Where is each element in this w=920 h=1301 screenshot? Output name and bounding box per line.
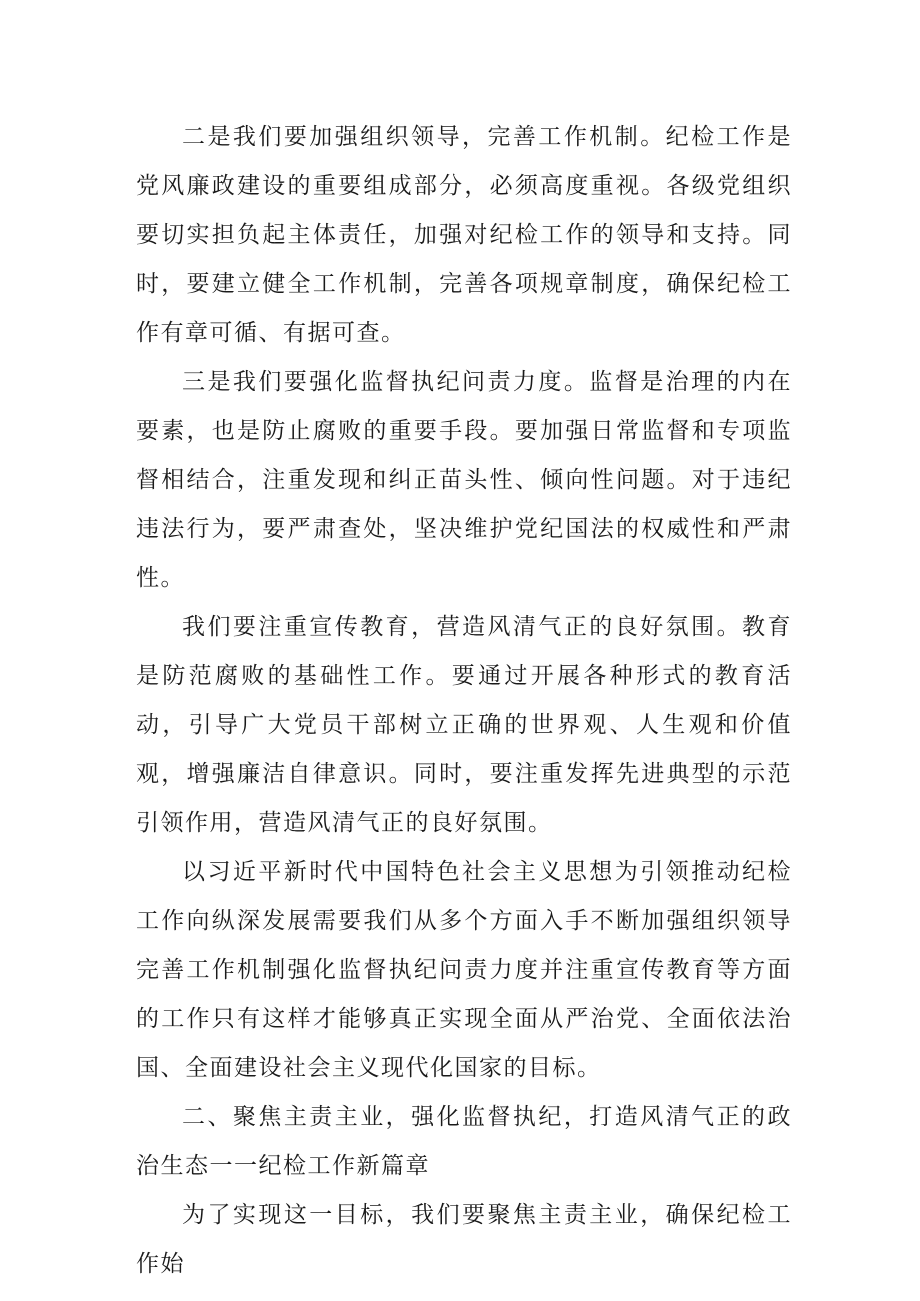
- paragraph-summary: 以习近平新时代中国特色社会主义思想为引领推动纪检工作向纵深发展需要我们从多个方面入手不断加强组织领导完善工作机制强化监督执纪问责力度并注重宣传教育等方面的工作只有这样才能够真正实现全面从严治党、全面依法治国、全面建设社会主义现代化国家的目标。: [136, 859, 792, 1081]
- section-heading: 二、聚焦主责主业，强化监督执纪，打造风清气正的政治生态一一纪检工作新篇章: [136, 1104, 792, 1179]
- paragraph-education-publicity: 我们要注重宣传教育，营造风清气正的良好氛围。教育是防范腐败的基础性工作。要通过开展各种形式的教育活动，引导广大党员干部树立正确的世界观、人生观和价值观，增强廉洁自律意识。同时，要注重发挥先进典型的示范引领作用，营造风清气正的良好氛围。: [136, 614, 792, 836]
- document-body: [136, 113, 792, 1289]
- paragraph-supervision-accountability: 三是我们要强化监督执纪问责力度。监督是治理的内在要素，也是防止腐败的重要手段。要加强日常监督和专项监督相结合，注重发现和纠正苗头性、倾向性问题。对于违纪违法行为，要严肃查处，坚决维护党纪国法的权威性和严肃性。: [136, 369, 792, 591]
- paragraph-continuation: 为了实现这一目标，我们要聚焦主责主业，确保纪检工作始: [136, 1202, 792, 1277]
- paragraph-strengthen-leadership: 二是我们要加强组织领导，完善工作机制。纪检工作是党风廉政建设的重要组成部分，必须高度重视。各级党组织要切实担负起主体责任，加强对纪检工作的领导和支持。同时，要建立健全工作机制，完善各项规章制度，确保纪检工作有章可循、有据可查。: [136, 124, 792, 346]
